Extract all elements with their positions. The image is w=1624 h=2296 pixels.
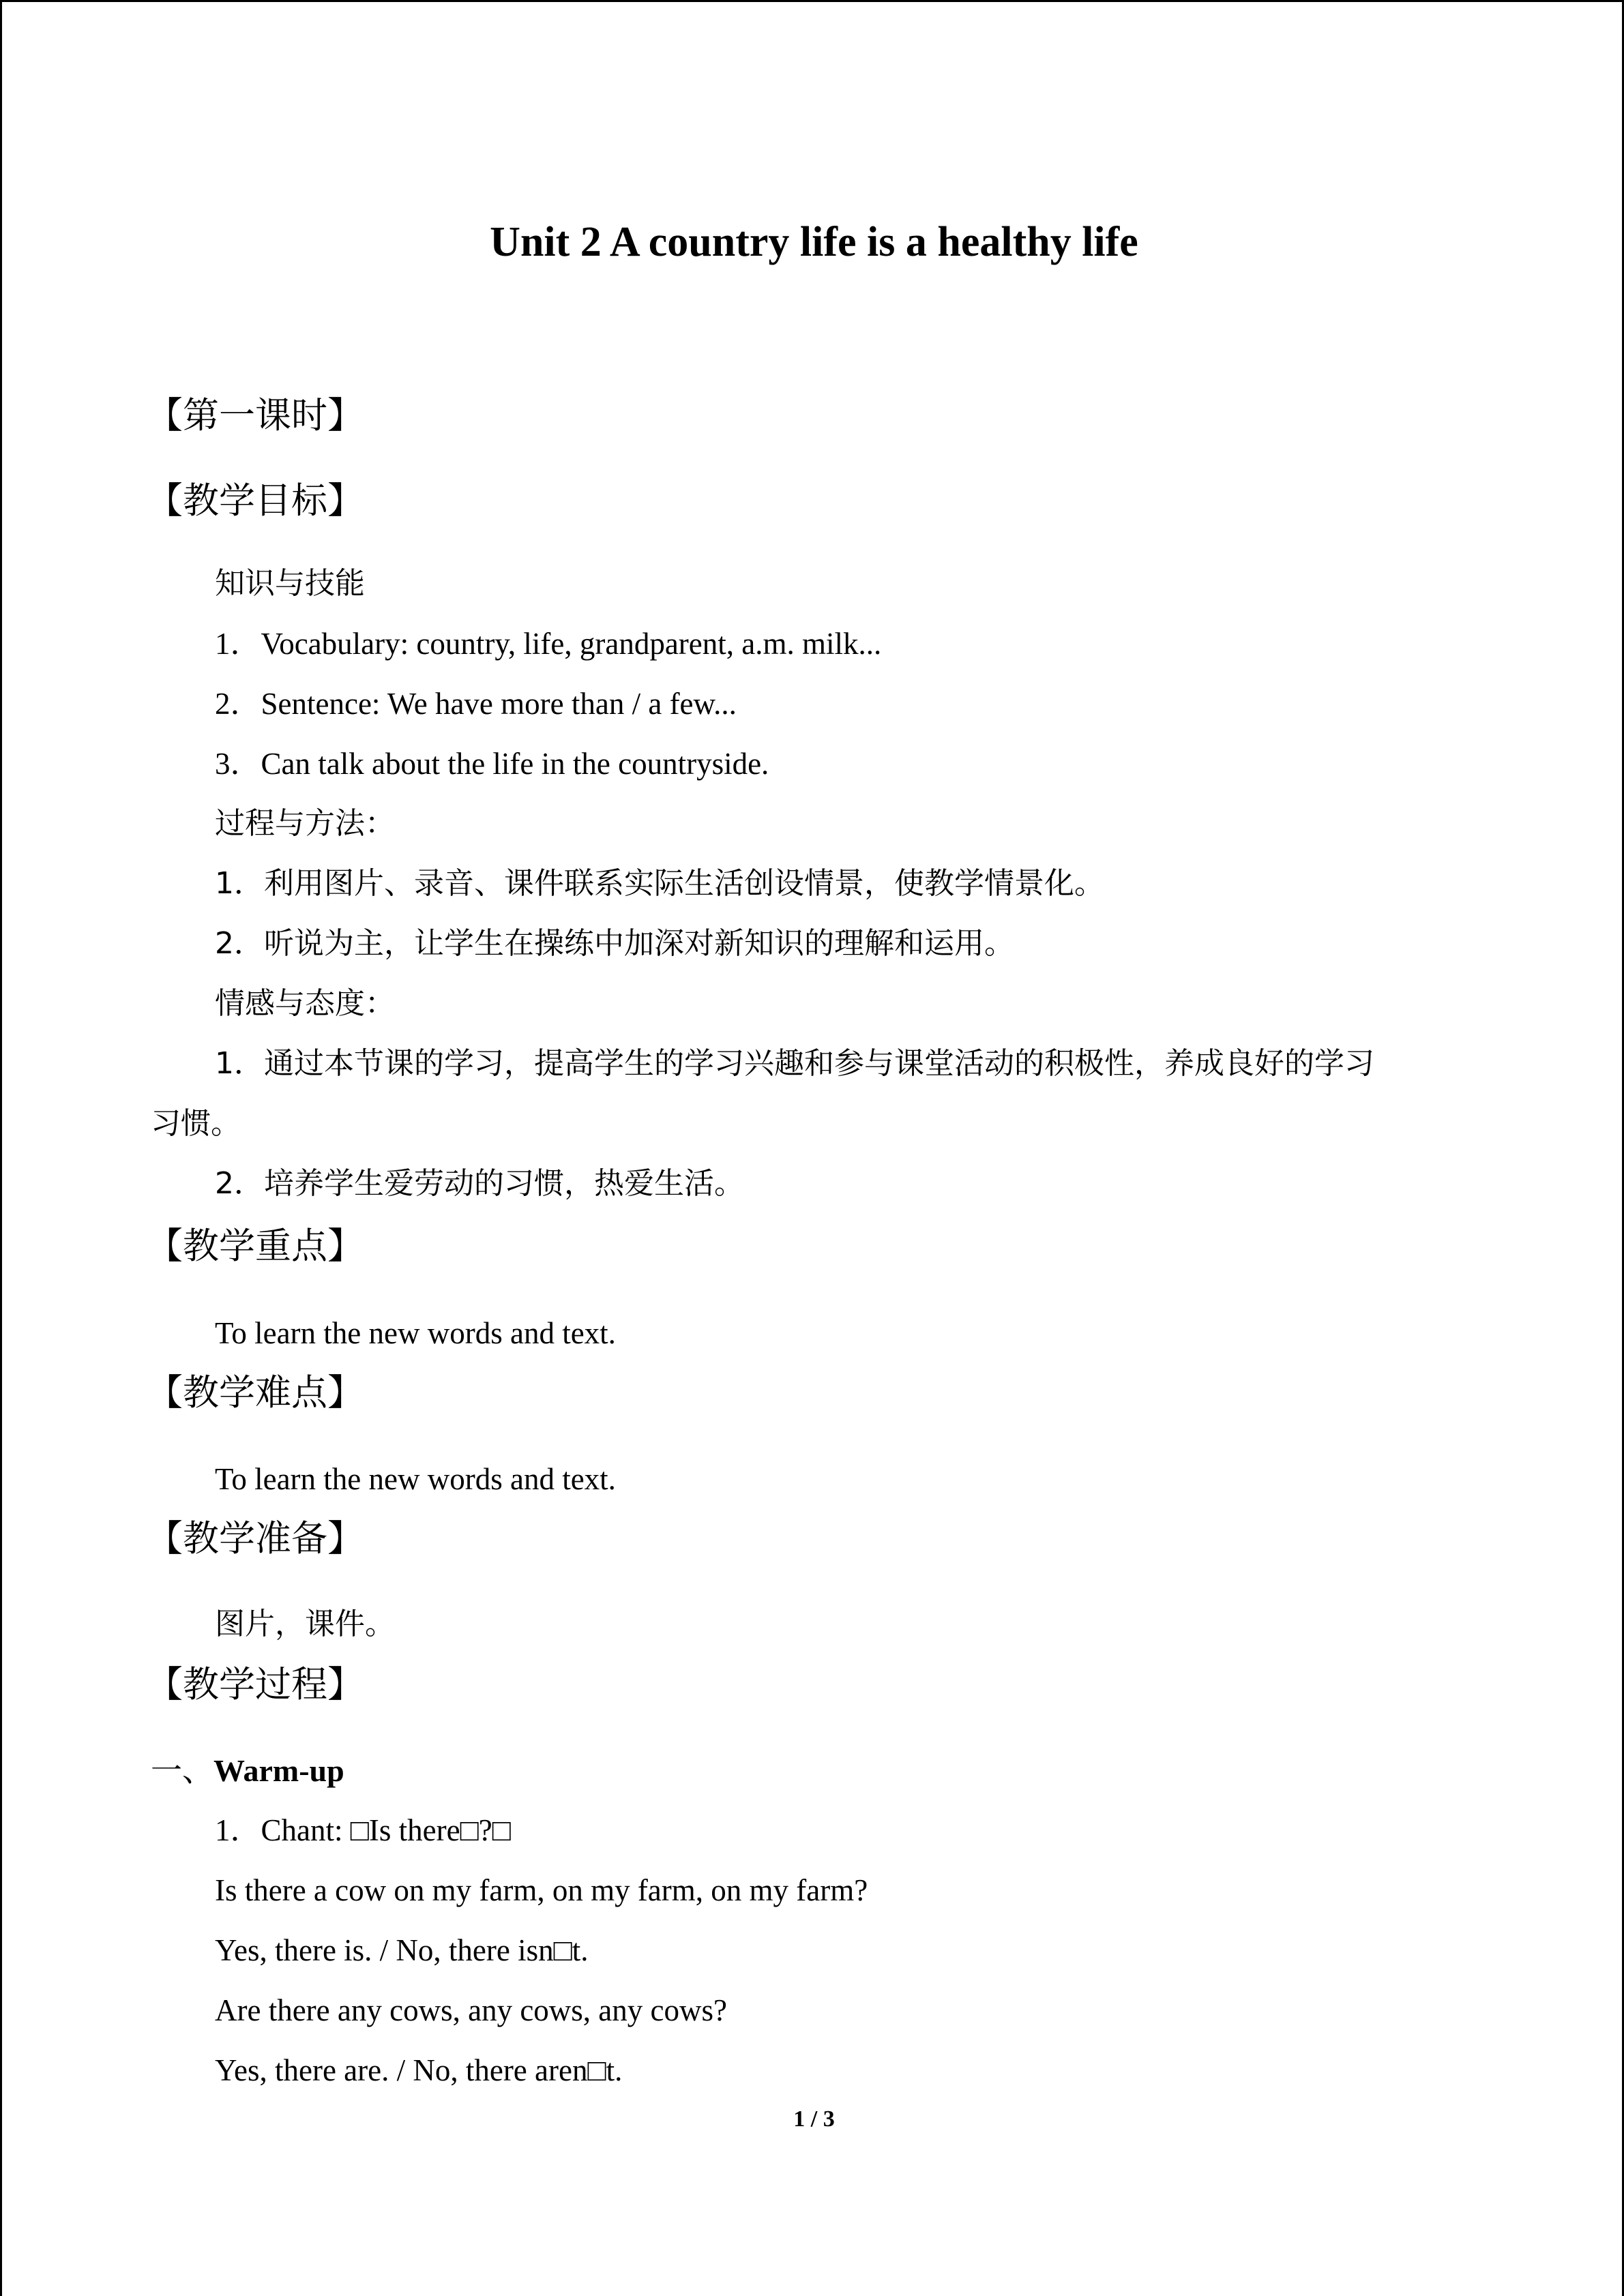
attitude-item-2: 2．培养学生爱劳动的习惯，热爱生活。 — [215, 1166, 744, 1201]
heading-teaching-process: 【教学过程】 — [147, 1664, 364, 1705]
document-title: Unit 2 A country life is a healthy life — [490, 219, 1138, 265]
process-item-2: 2．听说为主，让学生在操练中加深对新知识的理解和运用。 — [215, 926, 1014, 961]
knowledge-item-3: 3．Can talk about the life in the countryside. — [215, 747, 769, 781]
preparation-text: 图片，课件。 — [215, 1607, 395, 1641]
key-points-text: To learn the new words and text. — [215, 1316, 616, 1350]
section-warm-up — [151, 1750, 344, 1791]
chant-line-3: Are there any cows, any cows, any cows? — [215, 1993, 727, 2027]
process-label: 过程与方法： — [215, 806, 395, 841]
knowledge-item-2: 2．Sentence: We have more than / a few... — [215, 687, 737, 721]
attitude-item-1-line-1: 1．通过本节课的学习，提高学生的学习兴趣和参与课堂活动的积极性，养成良好的学习 — [215, 1046, 1374, 1081]
page-number: 1 / 3 — [793, 2106, 835, 2132]
chant-line-1: Is there a cow on my farm, on my farm, on my farm? — [215, 1873, 868, 1907]
heading-key-points: 【教学重点】 — [147, 1225, 364, 1267]
attitude-label: 情感与态度： — [215, 986, 395, 1021]
chant-line-2: Yes, there is. / No, there isn□t. — [215, 1933, 589, 1967]
heading-preparation: 【教学准备】 — [147, 1518, 364, 1560]
heading-objectives: 【教学目标】 — [147, 480, 364, 522]
heading-lesson: 【第一课时】 — [147, 395, 364, 436]
section-title: Warm-up — [213, 1753, 344, 1788]
knowledge-label: 知识与技能 — [215, 566, 365, 601]
knowledge-item-1: 1．Vocabulary: country, life, grandparent, a.m. milk... — [215, 627, 882, 661]
heading-difficulties: 【教学难点】 — [147, 1372, 364, 1414]
chant-title: 1．Chant: □Is there□?□ — [215, 1813, 511, 1847]
difficulties-text: To learn the new words and text. — [215, 1462, 616, 1496]
process-item-1: 1．利用图片、录音、课件联系实际生活创设情景，使教学情景化。 — [215, 866, 1104, 901]
chant-line-4: Yes, there are. / No, there aren□t. — [215, 2053, 623, 2087]
attitude-item-1-line-2: 习惯。 — [151, 1106, 241, 1141]
section-number: 一、 — [151, 1752, 213, 1789]
